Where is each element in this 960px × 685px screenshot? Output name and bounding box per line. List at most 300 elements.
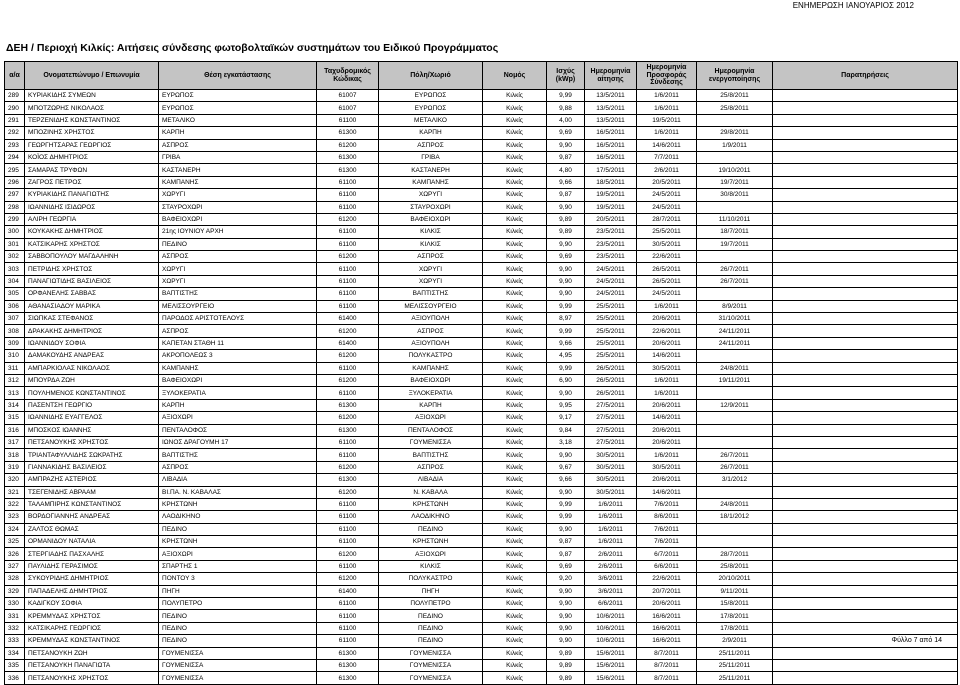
table-row	[5, 672, 958, 684]
installation-location-cell: ΚΑΡΠΗ	[159, 399, 317, 411]
prefecture-cell: Κιλκίς	[483, 635, 547, 647]
table-row	[5, 151, 958, 163]
activation-date-cell	[697, 151, 773, 163]
installation-location-cell: ΠΟΝΤΟΥ 3	[159, 573, 317, 585]
prefecture-cell: Κιλκίς	[483, 313, 547, 325]
activation-date-cell: 1/9/2011	[697, 139, 773, 151]
power-kwp-cell: 9,87	[547, 151, 585, 163]
application-date-cell: 19/5/2011	[585, 201, 637, 213]
table-row	[5, 548, 958, 560]
installation-location-cell: ΒΑΠΤΙΣΤΗΣ	[159, 449, 317, 461]
row-number-cell: 334	[5, 647, 25, 659]
installation-location-cell: ΑΣΠΡΟΣ	[159, 139, 317, 151]
prefecture-cell: Κιλκίς	[483, 350, 547, 362]
postal-code-cell: 61200	[317, 213, 379, 225]
remarks-cell	[773, 114, 958, 126]
offer-date-cell: 19/5/2011	[637, 114, 697, 126]
activation-date-cell	[697, 412, 773, 424]
prefecture-cell: Κιλκίς	[483, 151, 547, 163]
offer-date-cell: 7/7/2011	[637, 151, 697, 163]
application-date-cell: 1/6/2011	[585, 498, 637, 510]
row-number-cell: 317	[5, 436, 25, 448]
installation-location-cell: ΓΟΥΜΕΝΙΣΣΑ	[159, 672, 317, 684]
prefecture-cell: Κιλκίς	[483, 548, 547, 560]
application-date-cell: 2/6/2011	[585, 560, 637, 572]
application-date-cell: 25/5/2011	[585, 300, 637, 312]
activation-date-cell	[697, 486, 773, 498]
prefecture-cell: Κιλκίς	[483, 164, 547, 176]
activation-date-cell: 19/7/2011	[697, 176, 773, 188]
prefecture-cell: Κιλκίς	[483, 560, 547, 572]
row-number-cell: 306	[5, 300, 25, 312]
town-cell: ΧΩΡΥΓΙ	[379, 263, 483, 275]
postal-code-cell: 61100	[317, 226, 379, 238]
row-number-cell: 305	[5, 288, 25, 300]
row-number-cell: 302	[5, 251, 25, 263]
power-kwp-cell: 9,90	[547, 610, 585, 622]
town-cell: ΠΗΓΗ	[379, 585, 483, 597]
power-kwp-cell: 9,90	[547, 275, 585, 287]
postal-code-cell: 61100	[317, 498, 379, 510]
installation-location-cell: ΚΑΣΤΑΝΕΡΗ	[159, 164, 317, 176]
remarks-cell	[773, 102, 958, 114]
offer-date-cell: 16/6/2011	[637, 635, 697, 647]
table-header-row	[5, 62, 958, 90]
remarks-cell	[773, 511, 958, 523]
prefecture-cell: Κιλκίς	[483, 90, 547, 102]
application-date-cell: 30/5/2011	[585, 474, 637, 486]
postal-code-cell: 61100	[317, 610, 379, 622]
activation-date-cell: 9/11/2011	[697, 585, 773, 597]
offer-date-cell: 1/6/2011	[637, 102, 697, 114]
table-row	[5, 325, 958, 337]
prefecture-cell: Κιλκίς	[483, 337, 547, 349]
installation-location-cell: ΑΞΙΟΧΩΡΙ	[159, 548, 317, 560]
prefecture-cell: Κιλκίς	[483, 622, 547, 634]
activation-date-cell: 24/8/2011	[697, 362, 773, 374]
prefecture-cell: Κιλκίς	[483, 374, 547, 386]
remarks-cell	[773, 387, 958, 399]
town-cell: ΓΟΥΜΕΝΙΣΣΑ	[379, 436, 483, 448]
remarks-cell	[773, 436, 958, 448]
prefecture-cell: Κιλκίς	[483, 424, 547, 436]
row-number-cell: 292	[5, 127, 25, 139]
activation-date-cell: 25/8/2011	[697, 90, 773, 102]
town-cell: ΚΙΛΚΙΣ	[379, 226, 483, 238]
town-cell: ΓΟΥΜΕΝΙΣΣΑ	[379, 659, 483, 671]
activation-date-cell	[697, 201, 773, 213]
activation-date-cell: 26/7/2011	[697, 275, 773, 287]
power-kwp-cell: 9,90	[547, 585, 585, 597]
application-date-cell: 10/6/2011	[585, 622, 637, 634]
applicant-name-cell: ΚΥΡΙΑΚΙΔΗΣ ΣΥΜΕΩΝ	[25, 90, 159, 102]
table-body	[5, 90, 958, 685]
town-cell: ΑΞΙΟΧΩΡΙ	[379, 548, 483, 560]
activation-date-cell: 24/8/2011	[697, 498, 773, 510]
offer-date-cell: 26/5/2011	[637, 263, 697, 275]
application-date-cell: 3/6/2011	[585, 573, 637, 585]
town-cell: ΛΑΟΔΙΚΗΝΟ	[379, 511, 483, 523]
remarks-cell	[773, 201, 958, 213]
activation-date-cell: 18/7/2011	[697, 226, 773, 238]
installation-location-cell: ΕΥΡΩΠΟΣ	[159, 102, 317, 114]
remarks-cell	[773, 573, 958, 585]
power-kwp-cell: 9,90	[547, 622, 585, 634]
remarks-cell	[773, 251, 958, 263]
table-row	[5, 238, 958, 250]
row-number-cell: 297	[5, 189, 25, 201]
postal-code-cell: 61200	[317, 325, 379, 337]
power-kwp-cell: 9,99	[547, 325, 585, 337]
applicant-name-cell: ΤΣΕΓΕΝΙΔΗΣ ΑΒΡΑΑΜ	[25, 486, 159, 498]
installation-location-cell: ΒΑΦΕΙΟΧΩΡΙ	[159, 374, 317, 386]
postal-code-cell: 61400	[317, 313, 379, 325]
installation-location-cell: ΚΑΠΕΤΑΝ ΣΤΑΘΗ 11	[159, 337, 317, 349]
town-cell: ΕΥΡΩΠΟΣ	[379, 102, 483, 114]
power-kwp-cell: 9,99	[547, 362, 585, 374]
applicant-name-cell: ΑΜΠΡΑΖΗΣ ΑΣΤΕΡΙΟΣ	[25, 474, 159, 486]
applicant-name-cell: ΠΕΤΡΙΔΗΣ ΧΡΗΣΤΟΣ	[25, 263, 159, 275]
application-date-cell: 2/6/2011	[585, 548, 637, 560]
power-kwp-cell: 9,99	[547, 498, 585, 510]
table-row	[5, 560, 958, 572]
row-number-cell: 331	[5, 610, 25, 622]
installation-location-cell: ΙΩΝΟΣ ΔΡΑΓΟΥΜΗ 17	[159, 436, 317, 448]
power-kwp-cell: 6,90	[547, 374, 585, 386]
installation-location-cell: ΓΡΙΒΑ	[159, 151, 317, 163]
offer-date-cell: 6/6/2011	[637, 560, 697, 572]
power-kwp-cell: 9,99	[547, 90, 585, 102]
town-cell: ΠΕΔΙΝΟ	[379, 622, 483, 634]
installation-location-cell: ΓΟΥΜΕΝΙΣΣΑ	[159, 659, 317, 671]
activation-date-cell: 19/10/2011	[697, 164, 773, 176]
town-cell: ΚΙΛΚΙΣ	[379, 560, 483, 572]
postal-code-cell: 61100	[317, 288, 379, 300]
town-cell: ΒΑΠΤΙΣΤΗΣ	[379, 288, 483, 300]
town-cell: ΚΡΗΣΤΩΝΗ	[379, 536, 483, 548]
town-cell: ΜΕΤΑΛΙΚΟ	[379, 114, 483, 126]
installation-location-cell: ΠΕΔΙΝΟ	[159, 610, 317, 622]
town-cell: ΓΡΙΒΑ	[379, 151, 483, 163]
town-cell: ΒΑΠΤΙΣΤΗΣ	[379, 449, 483, 461]
column-header-location: Θέση εγκατάστασης	[159, 62, 317, 90]
remarks-cell	[773, 449, 958, 461]
installation-location-cell: ΠΑΡΟΔΟΣ ΑΡΙΣΤΟΤΕΛΟΥΣ	[159, 313, 317, 325]
postal-code-cell: 61200	[317, 486, 379, 498]
postal-code-cell: 61300	[317, 127, 379, 139]
town-cell: ΞΥΛΟΚΕΡΑΤΙΑ	[379, 387, 483, 399]
town-cell: ΑΣΠΡΟΣ	[379, 139, 483, 151]
applicant-name-cell: ΜΠΟΥΡΔΑ ΖΩΗ	[25, 374, 159, 386]
offer-date-cell: 1/6/2011	[637, 300, 697, 312]
remarks-cell	[773, 560, 958, 572]
offer-date-cell: 24/5/2011	[637, 288, 697, 300]
remarks-cell	[773, 275, 958, 287]
prefecture-cell: Κιλκίς	[483, 201, 547, 213]
remarks-cell	[773, 498, 958, 510]
installation-location-cell: ΑΚΡΟΠΟΛΕΩΣ 3	[159, 350, 317, 362]
row-number-cell: 335	[5, 659, 25, 671]
applicant-name-cell: ΔΑΜΑΚΟΥΔΗΣ ΑΝΔΡΕΑΣ	[25, 350, 159, 362]
offer-date-cell: 8/7/2011	[637, 672, 697, 684]
offer-date-cell: 16/6/2011	[637, 610, 697, 622]
town-cell: ΛΙΒΑΔΙΑ	[379, 474, 483, 486]
postal-code-cell: 61100	[317, 598, 379, 610]
applicant-name-cell: ΠΕΤΣΑΝΟΥΚΗ ΠΑΝΑΓΙΩΤΑ	[25, 659, 159, 671]
application-date-cell: 24/5/2011	[585, 275, 637, 287]
power-kwp-cell: 9,90	[547, 387, 585, 399]
postal-code-cell: 61300	[317, 647, 379, 659]
prefecture-cell: Κιλκίς	[483, 300, 547, 312]
prefecture-cell: Κιλκίς	[483, 449, 547, 461]
prefecture-cell: Κιλκίς	[483, 275, 547, 287]
power-kwp-cell: 9,69	[547, 251, 585, 263]
town-cell: ΚΑΡΠΗ	[379, 399, 483, 411]
application-date-cell: 15/6/2011	[585, 672, 637, 684]
column-header-prefecture: Νομός	[483, 62, 547, 90]
town-cell: ΠΕΔΙΝΟ	[379, 635, 483, 647]
remarks-cell	[773, 585, 958, 597]
column-header-power: Ισχύς (kWp)	[547, 62, 585, 90]
town-cell: ΑΞΙΟΥΠΟΛΗ	[379, 337, 483, 349]
activation-date-cell: 30/8/2011	[697, 189, 773, 201]
application-date-cell: 19/5/2011	[585, 189, 637, 201]
power-kwp-cell: 9,20	[547, 573, 585, 585]
table-row	[5, 474, 958, 486]
town-cell: ΒΑΦΕΙΟΧΩΡΙ	[379, 374, 483, 386]
installation-location-cell: ΑΣΠΡΟΣ	[159, 461, 317, 473]
prefecture-cell: Κιλκίς	[483, 647, 547, 659]
prefecture-cell: Κιλκίς	[483, 511, 547, 523]
prefecture-cell: Κιλκίς	[483, 585, 547, 597]
postal-code-cell: 61100	[317, 263, 379, 275]
installation-location-cell: ΣΤΑΥΡΟΧΩΡΙ	[159, 201, 317, 213]
row-number-cell: 303	[5, 263, 25, 275]
installation-location-cell: ΜΕΤΑΛΙΚΟ	[159, 114, 317, 126]
applicant-name-cell: ΣΑΜΑΡΑΣ ΤΡΥΦΩΝ	[25, 164, 159, 176]
row-number-cell: 293	[5, 139, 25, 151]
activation-date-cell: 29/8/2011	[697, 127, 773, 139]
applicant-name-cell: ΖΑΛΤΟΣ ΘΩΜΑΣ	[25, 523, 159, 535]
column-header-town: Πόλη/Χωριό	[379, 62, 483, 90]
offer-date-cell: 2/6/2011	[637, 164, 697, 176]
installation-location-cell: ΑΣΠΡΟΣ	[159, 251, 317, 263]
offer-date-cell: 6/7/2011	[637, 548, 697, 560]
prefecture-cell: Κιλκίς	[483, 114, 547, 126]
postal-code-cell: 61100	[317, 176, 379, 188]
applicant-name-cell: ΙΩΑΝΝΙΔΗΣ ΙΣΙΔΩΡΟΣ	[25, 201, 159, 213]
table-row	[5, 275, 958, 287]
table-row	[5, 536, 958, 548]
prefecture-cell: Κιλκίς	[483, 263, 547, 275]
prefecture-cell: Κιλκίς	[483, 362, 547, 374]
application-date-cell: 23/5/2011	[585, 251, 637, 263]
power-kwp-cell: 9,66	[547, 474, 585, 486]
row-number-cell: 326	[5, 548, 25, 560]
application-date-cell: 6/6/2011	[585, 598, 637, 610]
installation-location-cell: ΜΕΛΙΣΣΟΥΡΓΕΙΟ	[159, 300, 317, 312]
installation-location-cell: ΚΡΗΣΤΩΝΗ	[159, 498, 317, 510]
application-date-cell: 1/6/2011	[585, 511, 637, 523]
column-header-offer-date: Ημερομηνία Προσφοράς Σύνδεσης	[637, 62, 697, 90]
activation-date-cell: 20/10/2011	[697, 573, 773, 585]
applications-table	[4, 61, 958, 685]
remarks-cell	[773, 337, 958, 349]
applicant-name-cell: ΙΩΑΝΝΙΔΗΣ ΕΥΑΓΓΕΛΟΣ	[25, 412, 159, 424]
application-date-cell: 26/5/2011	[585, 362, 637, 374]
application-date-cell: 16/5/2011	[585, 151, 637, 163]
offer-date-cell: 14/6/2011	[637, 486, 697, 498]
column-header-activation-date: Ημερομηνία ενεργοποίησης	[697, 62, 773, 90]
offer-date-cell: 22/6/2011	[637, 251, 697, 263]
activation-date-cell: 25/11/2011	[697, 659, 773, 671]
postal-code-cell: 61200	[317, 139, 379, 151]
column-header-remarks: Παρατηρήσεις	[773, 62, 958, 90]
applicant-name-cell: ΠΑΥΛΙΔΗΣ ΓΕΡΑΣΙΜΟΣ	[25, 560, 159, 572]
applicant-name-cell: ΒΟΡΔΟΓΙΑΝΝΗΣ ΑΝΔΡΕΑΣ	[25, 511, 159, 523]
application-date-cell: 20/5/2011	[585, 213, 637, 225]
row-number-cell: 319	[5, 461, 25, 473]
remarks-cell	[773, 176, 958, 188]
postal-code-cell: 61100	[317, 536, 379, 548]
table-row	[5, 647, 958, 659]
offer-date-cell: 20/6/2011	[637, 399, 697, 411]
remarks-cell	[773, 189, 958, 201]
activation-date-cell: 24/11/2011	[697, 337, 773, 349]
prefecture-cell: Κιλκίς	[483, 251, 547, 263]
remarks-cell	[773, 90, 958, 102]
activation-date-cell: 12/9/2011	[697, 399, 773, 411]
power-kwp-cell: 9,90	[547, 523, 585, 535]
table-row	[5, 337, 958, 349]
applicant-name-cell: ΣΥΚΟΥΡΙΔΗΣ ΔΗΜΗΤΡΙΟΣ	[25, 573, 159, 585]
postal-code-cell: 61100	[317, 362, 379, 374]
application-date-cell: 13/5/2011	[585, 102, 637, 114]
postal-code-cell: 61200	[317, 251, 379, 263]
installation-location-cell: ΓΟΥΜΕΝΙΣΣΑ	[159, 647, 317, 659]
activation-date-cell: 25/8/2011	[697, 102, 773, 114]
offer-date-cell: 20/6/2011	[637, 337, 697, 349]
offer-date-cell: 8/7/2011	[637, 647, 697, 659]
remarks-cell	[773, 300, 958, 312]
row-number-cell: 318	[5, 449, 25, 461]
prefecture-cell: Κιλκίς	[483, 226, 547, 238]
installation-location-cell: ΒΑΦΕΙΟΧΩΡΙ	[159, 213, 317, 225]
offer-date-cell: 20/7/2011	[637, 585, 697, 597]
power-kwp-cell: 9,90	[547, 486, 585, 498]
row-number-cell: 330	[5, 598, 25, 610]
installation-location-cell: ΠΕΔΙΝΟ	[159, 523, 317, 535]
row-number-cell: 314	[5, 399, 25, 411]
row-number-cell: 327	[5, 560, 25, 572]
installation-location-cell: ΧΩΡΥΓΙ	[159, 189, 317, 201]
table-row	[5, 610, 958, 622]
town-cell: ΒΑΦΕΙΟΧΩΡΙ	[379, 213, 483, 225]
installation-location-cell: ΑΞΙΟΧΩΡΙ	[159, 412, 317, 424]
installation-location-cell: ΠΗΓΗ	[159, 585, 317, 597]
row-number-cell: 322	[5, 498, 25, 510]
offer-date-cell: 1/6/2011	[637, 387, 697, 399]
offer-date-cell: 20/6/2011	[637, 474, 697, 486]
postal-code-cell: 61200	[317, 461, 379, 473]
row-number-cell: 301	[5, 238, 25, 250]
postal-code-cell: 61007	[317, 102, 379, 114]
remarks-cell	[773, 536, 958, 548]
power-kwp-cell: 9,90	[547, 449, 585, 461]
postal-code-cell: 61100	[317, 275, 379, 287]
application-date-cell: 13/5/2011	[585, 114, 637, 126]
activation-date-cell	[697, 436, 773, 448]
application-date-cell: 1/6/2011	[585, 536, 637, 548]
row-number-cell: 294	[5, 151, 25, 163]
postal-code-cell: 61007	[317, 90, 379, 102]
installation-location-cell: ΒΙ.ΠΑ. Ν. ΚΑΒΑΛΑΣ	[159, 486, 317, 498]
applicant-name-cell: ΓΕΩΡΓΗΤΣΑΡΑΣ ΓΕΩΡΓΙΟΣ	[25, 139, 159, 151]
town-cell: ΠΕΝΤΑΛΟΦΟΣ	[379, 424, 483, 436]
application-date-cell: 25/5/2011	[585, 313, 637, 325]
activation-date-cell: 15/8/2011	[697, 598, 773, 610]
row-number-cell: 291	[5, 114, 25, 126]
row-number-cell: 289	[5, 90, 25, 102]
remarks-cell	[773, 374, 958, 386]
offer-date-cell: 26/5/2011	[637, 275, 697, 287]
activation-date-cell: 2/9/2011	[697, 635, 773, 647]
postal-code-cell: 61100	[317, 201, 379, 213]
town-cell: ΣΤΑΥΡΟΧΩΡΙ	[379, 201, 483, 213]
table-row	[5, 300, 958, 312]
applicant-name-cell: ΤΑΛΑΜΠΙΡΗΣ ΚΩΝΣΤΑΝΤΙΝΟΣ	[25, 498, 159, 510]
power-kwp-cell: 9,89	[547, 672, 585, 684]
remarks-cell	[773, 164, 958, 176]
power-kwp-cell: 9,84	[547, 424, 585, 436]
application-date-cell: 16/5/2011	[585, 139, 637, 151]
offer-date-cell: 30/5/2011	[637, 461, 697, 473]
row-number-cell: 325	[5, 536, 25, 548]
activation-date-cell: 11/10/2011	[697, 213, 773, 225]
table-row	[5, 374, 958, 386]
row-number-cell: 295	[5, 164, 25, 176]
remarks-cell	[773, 213, 958, 225]
prefecture-cell: Κιλκίς	[483, 399, 547, 411]
row-number-cell: 333	[5, 635, 25, 647]
row-number-cell: 307	[5, 313, 25, 325]
town-cell: ΚΑΡΠΗ	[379, 127, 483, 139]
activation-date-cell	[697, 387, 773, 399]
offer-date-cell: 14/6/2011	[637, 412, 697, 424]
applicant-name-cell: ΜΠΟΣΚΟΣ ΙΩΑΝΝΗΣ	[25, 424, 159, 436]
prefecture-cell: Κιλκίς	[483, 498, 547, 510]
postal-code-cell: 61100	[317, 622, 379, 634]
application-date-cell: 25/5/2011	[585, 350, 637, 362]
postal-code-cell: 61300	[317, 151, 379, 163]
power-kwp-cell: 9,66	[547, 337, 585, 349]
town-cell: ΚΑΣΤΑΝΕΡΗ	[379, 164, 483, 176]
application-date-cell: 23/5/2011	[585, 238, 637, 250]
table-row	[5, 164, 958, 176]
remarks-cell	[773, 226, 958, 238]
postal-code-cell: 61100	[317, 436, 379, 448]
postal-code-cell: 61100	[317, 300, 379, 312]
town-cell: ΑΣΠΡΟΣ	[379, 325, 483, 337]
power-kwp-cell: 9,99	[547, 511, 585, 523]
row-number-cell: 304	[5, 275, 25, 287]
remarks-cell	[773, 424, 958, 436]
table-row	[5, 226, 958, 238]
power-kwp-cell: 4,00	[547, 114, 585, 126]
town-cell: ΚΡΗΣΤΩΝΗ	[379, 498, 483, 510]
offer-date-cell: 14/6/2011	[637, 139, 697, 151]
table-row	[5, 213, 958, 225]
